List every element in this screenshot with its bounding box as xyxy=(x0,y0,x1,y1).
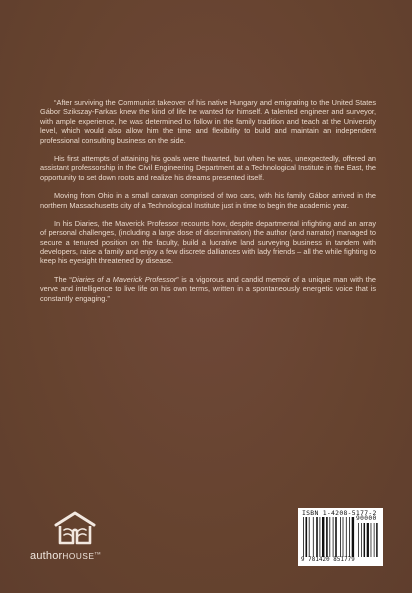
blurb-paragraph-5 xyxy=(40,275,376,303)
publisher-name xyxy=(30,550,130,562)
blurb-paragraph-2: His first attempts of attaining his goals were thwarted, but when he was, unexpectedly, offered an assistant professorship in the Civil Engineering Department at a Technological Institute in the East, the opportunity to set down roots and realize his dreams presented itself. xyxy=(40,153,376,182)
blurb-paragraph-3: Moving from Ohio in a small caravan comprised of two cars, with his family Gábor arrived in the northern Massachusetts city of a Technological Institute just in time to begin the academic year. xyxy=(40,191,376,210)
publisher-name-prefix: author xyxy=(30,550,63,562)
blurb-text xyxy=(40,98,376,312)
isbn-barcode xyxy=(298,508,383,566)
blurb-quote-rest: ” is a vigorous and candid memoir of a unique man with the verve and intelligence to live life on his own terms, written in a spontaneously energetic voice that is constantly engaging.” xyxy=(40,274,377,303)
barcode-addon-code: 90000 xyxy=(356,515,377,522)
blurb-quote-open: The “ xyxy=(54,274,72,284)
publisher-logo xyxy=(30,510,122,572)
barcode-digits: 9 781420 851779 xyxy=(301,557,355,563)
house-book-icon xyxy=(52,510,98,546)
blurb-paragraph-1: “After surviving the Communist takeover of his native Hungary and emigrating to the United States Gábor Szikszay-Farkas knew the kind of life he wanted for himself. A talented engineer and surveyor, with ample experience, he was determined to follow in the family tradition and teach at the University level, which would also allow him the time and flexibility to build and maintain an independent professional consulting business on the side. xyxy=(40,98,376,145)
book-title: Diaries of a Maverick Professor xyxy=(71,274,177,284)
publisher-name-suffix: HOUSE xyxy=(62,552,95,561)
trademark-mark: TM xyxy=(94,550,101,556)
barcode-addon-icon xyxy=(358,523,380,557)
isbn-label: ISBN 1-4208-5177-2 xyxy=(302,509,377,517)
blurb-paragraph-4: In his Diaries, the Maverick Professor recounts how, despite departmental infighting and an array of personal challenges, (including a large dose of discrimination) the author (and narrator) managed to secure a tenured position on the faculty, build a lucrative land surveying business in tandem with developers, raise a family and enjoy a few discrete dalliances with lady friends – all the while fighting to keep his eyesight threatened by disease. xyxy=(40,218,376,266)
barcode-icon xyxy=(303,517,355,557)
